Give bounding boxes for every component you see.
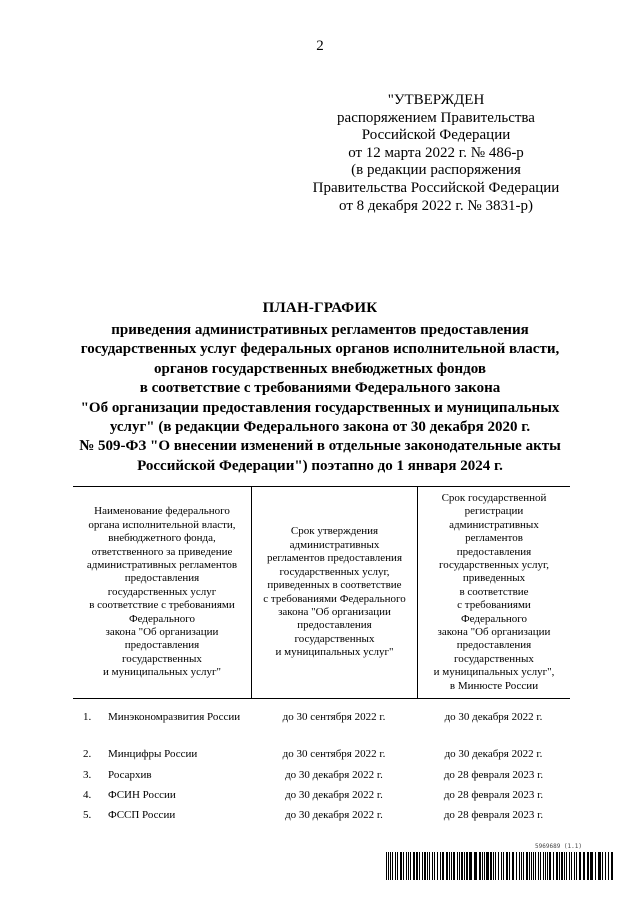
approval-line: Российской Федерации [361, 127, 511, 144]
row-approval-date: до 30 декабря 2022 г. [285, 769, 383, 781]
row-number: 5. [83, 809, 92, 821]
approval-line: от 8 декабря 2022 г. № 3831-р) [339, 197, 533, 214]
row-number: 4. [83, 789, 92, 801]
table-row [73, 809, 570, 829]
row-registration-date: до 28 февраля 2023 г. [443, 809, 544, 821]
row-number: 2. [83, 748, 92, 760]
table-row [73, 769, 570, 789]
table-row [73, 711, 570, 748]
header-text: Срок государственной регистрации административных регламентов предоставления государственных услуг, приведенных в соответствие с требованиями Федерального закона "Об организации предоставления государственных и муниципальных услуг", в Минюсте России [433, 491, 555, 692]
row-organization: Росархив [108, 769, 152, 781]
header-cell-organization [73, 487, 251, 698]
row-approval-date: до 30 декабря 2022 г. [285, 789, 383, 801]
approval-line: распоряжением Правительства [337, 109, 535, 126]
approval-line: Правительства Российской Федерации [312, 179, 560, 196]
barcode-icon [386, 852, 616, 880]
table-row [73, 748, 570, 769]
row-registration-date: до 30 декабря 2022 г. [444, 711, 543, 723]
row-number: 1. [83, 711, 92, 723]
subtitle-line: № 509-ФЗ "О внесении изменений в отдельные законодательные акты [79, 438, 561, 455]
barcode-label: 5969689 (1.1) [535, 843, 582, 850]
header-text: Срок утверждения административных регламентов предоставления государственных услуг, приведенных в соответствие с требованиями Федерального закона "Об организации предоставления государственных и муниципальных услуг" [263, 525, 406, 659]
table-row [73, 789, 570, 809]
header-cell-registration-deadline [417, 487, 570, 698]
table-body [73, 711, 570, 829]
row-approval-date: до 30 декабря 2022 г. [285, 809, 383, 821]
table-header [73, 486, 570, 699]
row-organization: Минцифры России [108, 748, 198, 760]
row-registration-date: до 30 декабря 2022 г. [444, 748, 543, 760]
approval-line: от 12 марта 2022 г. № 486-р [348, 144, 524, 161]
row-approval-date: до 30 сентября 2022 г. [282, 748, 386, 760]
header-cell-approval-deadline [251, 487, 417, 698]
approval-line: (в редакции распоряжения [351, 162, 521, 179]
approval-line: "УТВЕРЖДЕН [387, 92, 485, 108]
row-organization: Минэкономразвития России [108, 711, 241, 723]
subtitle-line: Российской Федерации") поэтапно до 1 января 2024 г. [137, 457, 503, 474]
subtitle-line: государственных услуг федеральных органов исполнительной власти, [80, 341, 560, 358]
subtitle-line: "Об организации предоставления государственных и муниципальных [80, 399, 560, 416]
subtitle-line: органов государственных внебюджетных фондов [154, 360, 486, 377]
row-registration-date: до 28 февраля 2023 г. [443, 769, 544, 781]
document-subtitle [60, 321, 580, 476]
approval-stamp [296, 92, 576, 215]
row-number: 3. [83, 769, 92, 781]
row-registration-date: до 28 февраля 2023 г. [443, 789, 544, 801]
page-number: 2 [316, 38, 324, 54]
document-title: ПЛАН-ГРАФИК [262, 300, 378, 316]
row-approval-date: до 30 сентября 2022 г. [282, 711, 386, 723]
subtitle-line: приведения административных регламентов предоставления [111, 322, 529, 338]
header-text: Наименование федерального органа исполнительной власти, внебюджетного фонда, ответственного за приведение административных регламентов предоставления государственных услуг в соответствие с требованиями Федерального закона "Об организации предоставления государственных и муниципальных услуг" [86, 505, 238, 679]
subtitle-line: в соответствие с требованиями Федерального закона [139, 380, 501, 397]
document-barcode [386, 843, 616, 881]
row-organization: ФСИН России [108, 789, 176, 801]
subtitle-line: услуг" (в редакции Федерального закона от 30 декабря 2020 г. [109, 419, 531, 436]
row-organization: ФССП России [108, 809, 176, 821]
